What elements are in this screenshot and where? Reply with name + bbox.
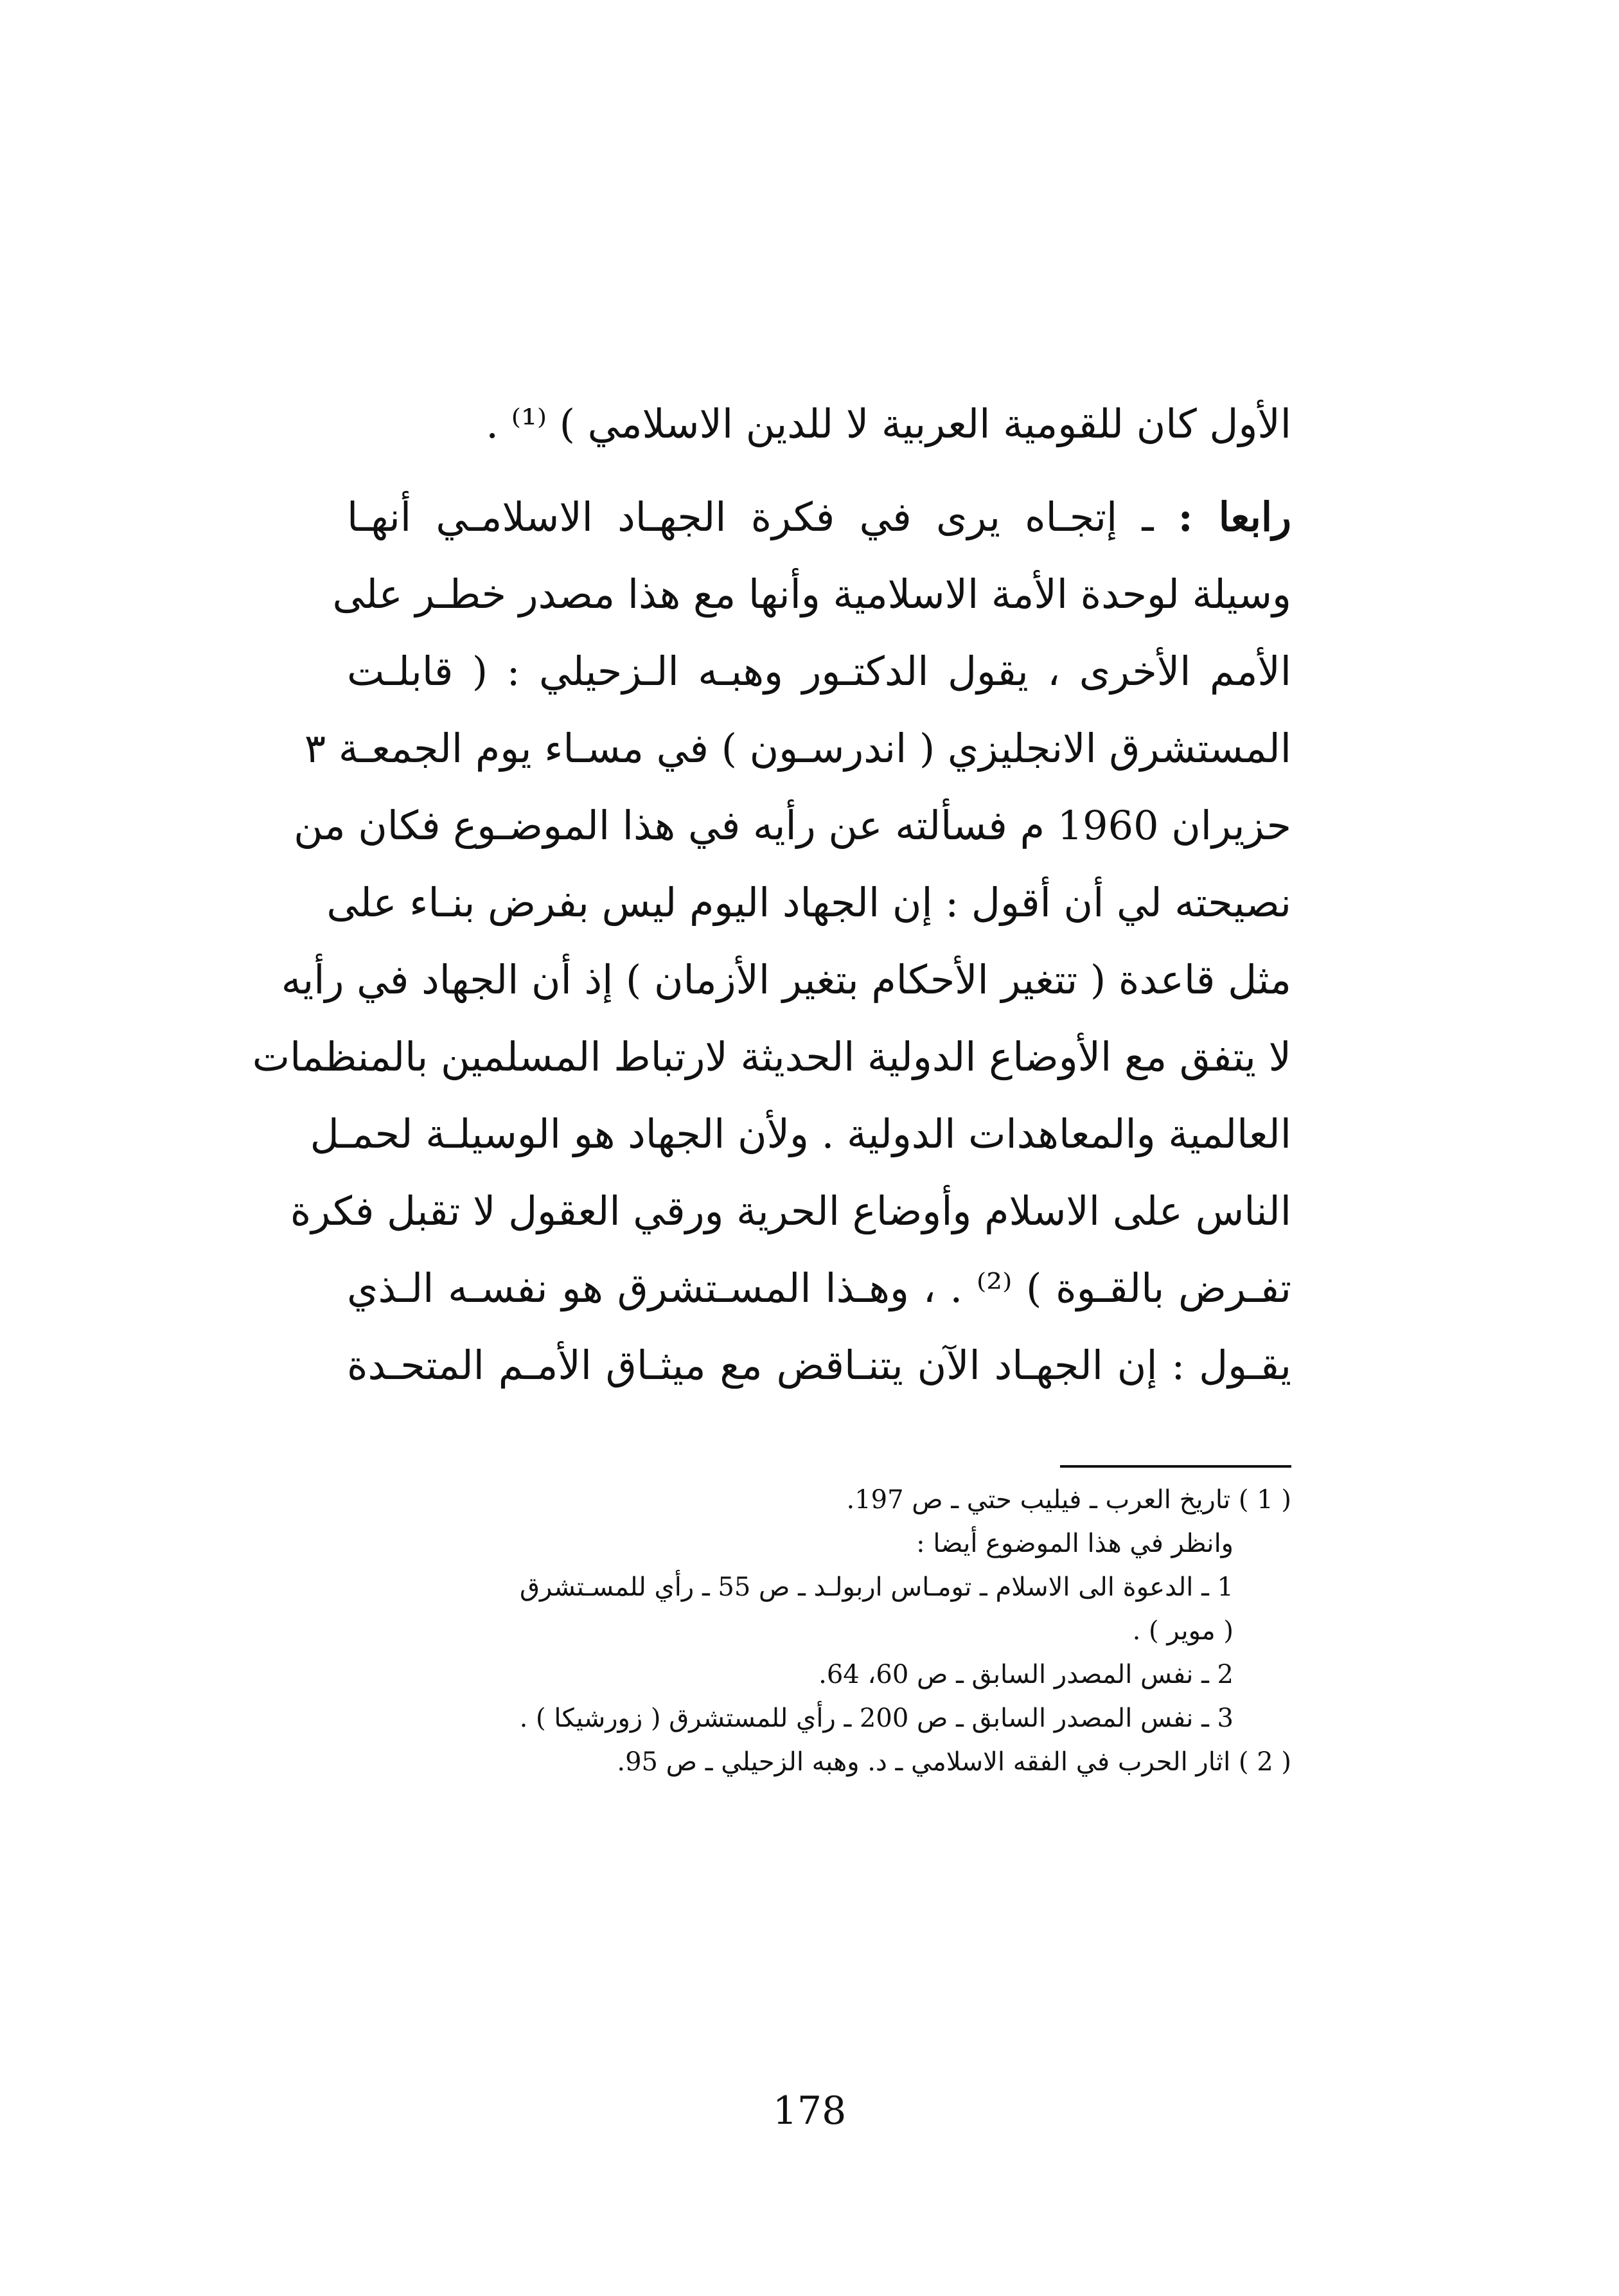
body-line: الناس على الاسلام وأوضاع الحرية ورقي العقول لا تقبل فكرة bbox=[290, 1188, 1291, 1234]
body-line: الأمم الأخرى ، يقول الدكتـور وهبـه الـزحيلي : ( قابلـت bbox=[347, 648, 1291, 695]
body-line: مثل قاعدة ( تتغير الأحكام بتغير الأزمان ) إذ أن الجهاد في رأيه bbox=[281, 956, 1291, 1003]
footnote-line: 2 ـ نفس المصدر السابق ـ ص 60، 64. bbox=[818, 1660, 1234, 1689]
body-line: العالمية والمعاهدات الدولية . ولأن الجهاد هو الوسيلـة لحمـل bbox=[310, 1110, 1291, 1157]
body-line: وسيلة لوحدة الأمة الاسلامية وأنها مع هذا مصدر خطـر على bbox=[332, 571, 1291, 618]
body-line: المستشرق الانجليزي ( اندرسـون ) في مسـاء يوم الجمعـة ٣ bbox=[304, 725, 1291, 772]
paragraph-lead: رابعا : bbox=[1178, 494, 1291, 540]
body-line: لا يتفق مع الأوضاع الدولية الحديثة لارتباط المسلمين بالمنظمات bbox=[252, 1033, 1291, 1080]
page-number: 178 bbox=[772, 2088, 847, 2133]
footnote-line: وانظر في هذا الموضوع أيضا : bbox=[916, 1529, 1234, 1558]
footnote-line: ( 2 ) اثار الحرب في الفقه الاسلامي ـ د. وهبه الزحيلي ـ ص 95. bbox=[617, 1747, 1291, 1777]
body-line: الأول كان للقومية العربية لا للدين الاسلامي ) ⁽¹⁾ . bbox=[486, 400, 1291, 447]
body-line: تفـرض بالقـوة ) ⁽²⁾ . ، وهـذا المسـتشرق هو نفسـه الـذي bbox=[347, 1265, 1291, 1312]
body-line: حزيران 1960 م فسألته عن رأيه في هذا الموضـوع فكان من bbox=[294, 802, 1291, 849]
footnote-line: ( 1 ) تاريخ العرب ـ فيليب حتي ـ ص 197. bbox=[846, 1485, 1291, 1515]
paragraph-first-line bbox=[347, 479, 1291, 556]
body-text bbox=[252, 386, 1291, 1465]
body-line: نصيحته لي أن أقول : إن الجهاد اليوم ليس بفرض بنـاء على bbox=[326, 879, 1291, 926]
footnote-line: 3 ـ نفس المصدر السابق ـ ص 200 ـ رأي للمستشرق ( زورشيكا ) . bbox=[519, 1704, 1234, 1733]
footnote-separator bbox=[1060, 1465, 1291, 1468]
footnote-line: 1 ـ الدعوة الى الاسلام ـ تومـاس اربولـد ـ ص 55 ـ رأي للمسـتشرق bbox=[519, 1572, 1234, 1602]
footnote-line: ( موير ) . bbox=[1132, 1616, 1234, 1646]
body-line: يقـول : إن الجهـاد الآن يتنـاقض مع ميثـاق الأمـم المتحـدة bbox=[347, 1342, 1291, 1389]
paragraph-line-rest: ـ إتجـاه يرى في فكرة الجهـاد الاسلامـي أنهـا bbox=[347, 494, 1178, 540]
